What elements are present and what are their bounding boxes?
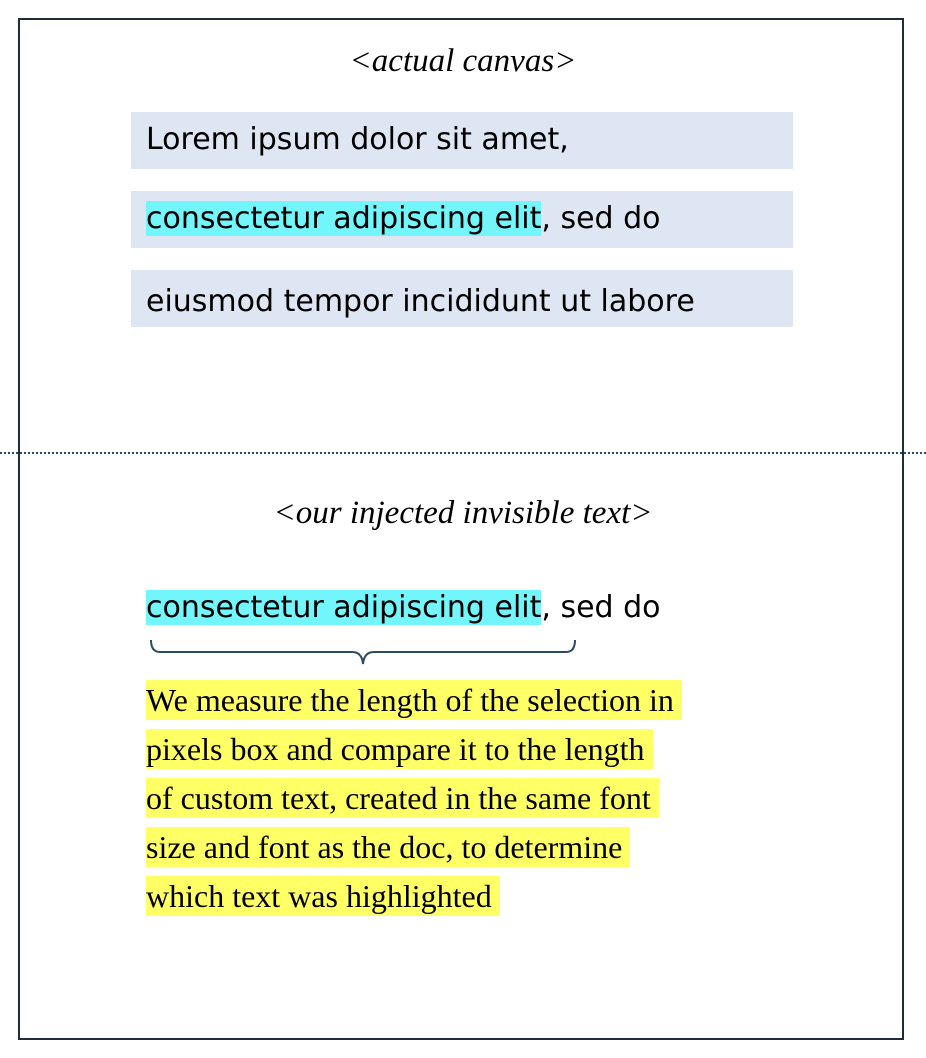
injected-line [146, 589, 661, 627]
canvas-line-3 [146, 283, 695, 321]
canvas-line-2 [146, 200, 661, 238]
section-divider [0, 452, 926, 454]
note-line: pixels box and compare it to the length [146, 729, 653, 769]
canvas-line-1 [146, 121, 569, 159]
canvas-selected-text: consectetur adipiscing elit [146, 201, 542, 236]
injected-caption: <our injected invisible text> [273, 495, 653, 531]
note-line: which text was highlighted [146, 876, 500, 916]
note-line: We measure the length of the selection in [146, 680, 682, 720]
canvas-caption: <actual canvas> [349, 43, 577, 79]
canvas-line-1-text: Lorem ipsum dolor sit amet, [146, 122, 569, 157]
explanation-note [146, 677, 806, 922]
canvas-line-2-rest: , sed do [541, 201, 661, 236]
brace-icon [146, 636, 580, 666]
note-line: of custom text, created in the same font [146, 778, 659, 818]
injected-selected-text: consectetur adipiscing elit [146, 590, 542, 625]
injected-line-rest: , sed do [541, 590, 661, 625]
canvas-line-3-text: eiusmod tempor incididunt ut labore [146, 284, 695, 319]
note-line: size and font as the doc, to determine [146, 827, 630, 867]
